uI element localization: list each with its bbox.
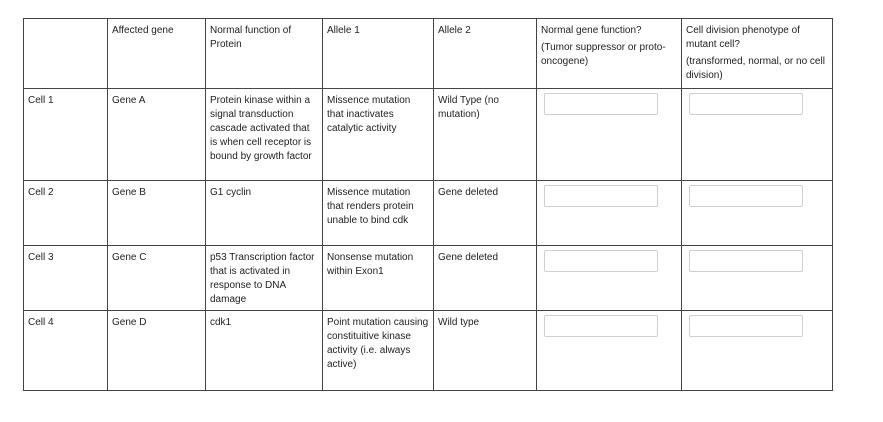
allele-2-value: Wild Type (no mutation) xyxy=(434,89,537,181)
phenotype-answer-cell xyxy=(682,89,833,181)
header-blank xyxy=(24,19,108,89)
allele-1-value: Missence mutation that renders protein unable to bind cdk xyxy=(323,181,434,246)
header-allele-2: Allele 2 xyxy=(434,19,537,89)
header-normal-gene-function xyxy=(537,19,682,89)
cell-label: Cell 3 xyxy=(24,246,108,311)
table-row xyxy=(24,311,833,391)
protein-function: cdk1 xyxy=(206,311,323,391)
phenotype-input[interactable] xyxy=(689,93,803,115)
header-allele-1: Allele 1 xyxy=(323,19,434,89)
cell-label: Cell 1 xyxy=(24,89,108,181)
allele-2-value: Gene deleted xyxy=(434,246,537,311)
table-row xyxy=(24,89,833,181)
cell-label: Cell 4 xyxy=(24,311,108,391)
header-normal-gene-function-title: Normal gene function? xyxy=(541,25,642,36)
phenotype-input[interactable] xyxy=(689,315,803,337)
header-normal-gene-function-hint: (Tumor suppressor or proto-oncogene) xyxy=(541,42,666,67)
header-phenotype xyxy=(682,19,833,89)
normal-gene-function-answer-cell xyxy=(537,181,682,246)
normal-gene-function-input[interactable] xyxy=(544,185,658,207)
worksheet-table-wrapper xyxy=(23,18,833,391)
normal-gene-function-input[interactable] xyxy=(544,250,658,272)
allele-1-value: Nonsense mutation within Exon1 xyxy=(323,246,434,311)
gene-name: Gene C xyxy=(108,246,206,311)
phenotype-input[interactable] xyxy=(689,250,803,272)
allele-2-value: Gene deleted xyxy=(434,181,537,246)
gene-name: Gene B xyxy=(108,181,206,246)
phenotype-answer-cell xyxy=(682,181,833,246)
normal-gene-function-input[interactable] xyxy=(544,93,658,115)
allele-1-value: Point mutation causing constituitive kinase activity (i.e. always active) xyxy=(323,311,434,391)
normal-gene-function-answer-cell xyxy=(537,246,682,311)
normal-gene-function-input[interactable] xyxy=(544,315,658,337)
normal-gene-function-answer-cell xyxy=(537,89,682,181)
protein-function: p53 Transcription factor that is activated in response to DNA damage xyxy=(206,246,323,311)
protein-function: G1 cyclin xyxy=(206,181,323,246)
allele-1-value: Missence mutation that inactivates catalytic activity xyxy=(323,89,434,181)
header-affected-gene: Affected gene xyxy=(108,19,206,89)
header-row xyxy=(24,19,833,89)
table-row xyxy=(24,246,833,311)
header-phenotype-hint: (transformed, normal, or no cell division) xyxy=(686,56,825,81)
allele-2-value: Wild type xyxy=(434,311,537,391)
header-normal-function: Normal function of Protein xyxy=(206,19,323,89)
normal-gene-function-answer-cell xyxy=(537,311,682,391)
gene-name: Gene A xyxy=(108,89,206,181)
gene-name: Gene D xyxy=(108,311,206,391)
cell-label: Cell 2 xyxy=(24,181,108,246)
header-phenotype-title: Cell division phenotype of mutant cell? xyxy=(686,25,800,50)
phenotype-answer-cell xyxy=(682,311,833,391)
protein-function: Protein kinase within a signal transduction cascade activated that is when cell receptor is bound by growth factor xyxy=(206,89,323,181)
phenotype-input[interactable] xyxy=(689,185,803,207)
phenotype-answer-cell xyxy=(682,246,833,311)
gene-mutation-table xyxy=(23,18,833,391)
table-row xyxy=(24,181,833,246)
